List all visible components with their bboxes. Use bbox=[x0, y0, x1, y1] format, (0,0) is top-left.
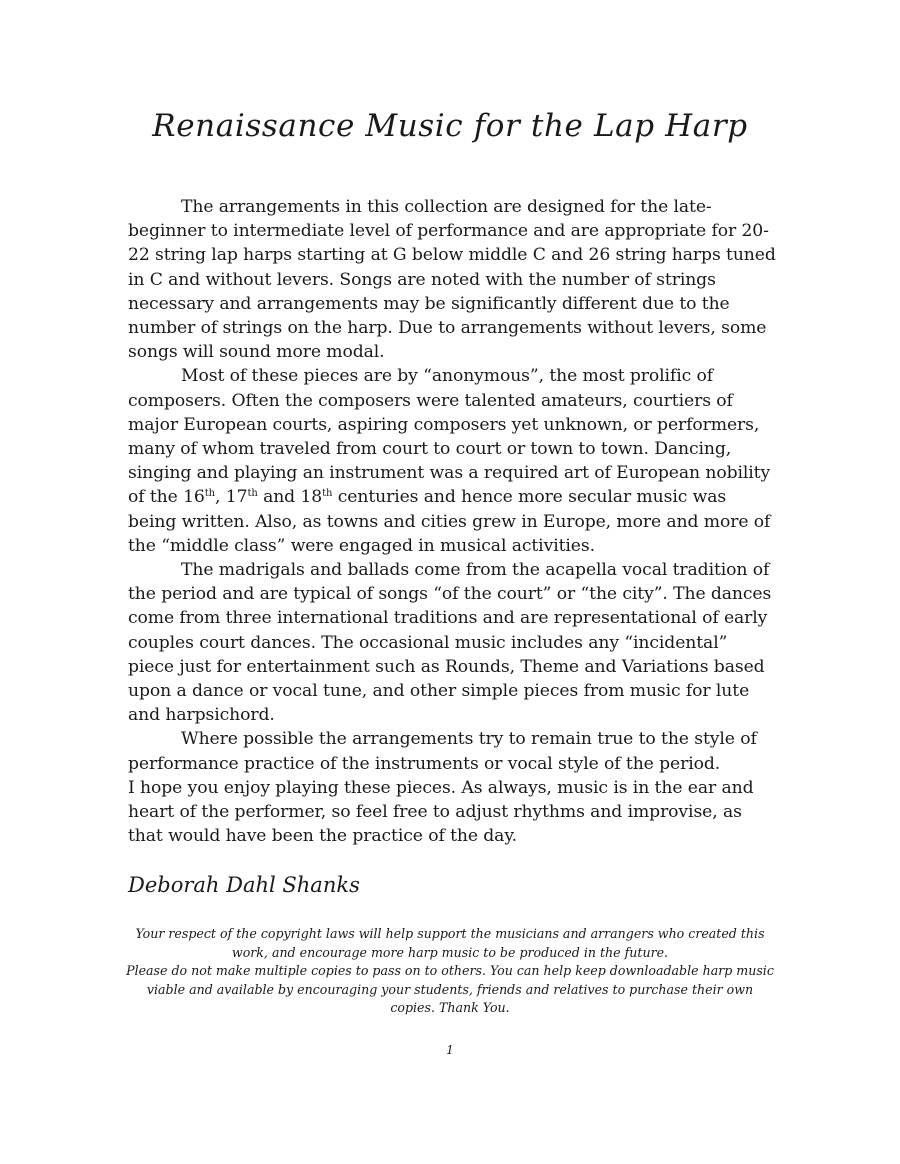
ordinal-suffix: th bbox=[322, 488, 333, 500]
page-title: Renaissance Music for the Lap Harp bbox=[152, 108, 748, 144]
paragraph-composers-part2: , 17 bbox=[215, 487, 248, 508]
paragraph-composers-part3: and 18 bbox=[257, 487, 323, 508]
paragraph-madrigals: The madrigals and ballads come from the acapella vocal tradition of the period and are typical of songs “of the court” or “the city”. The dances come from three international traditions and are representational of early couples court dances. The occasional music includes any “incidental” piece just for entertainment such as Rounds, Theme and Variations based upon a dance or vocal tune, and other simple pieces from music for lute and harpsichord. bbox=[128, 560, 772, 726]
copyright-notice bbox=[0, 925, 900, 1018]
paragraph-intro: The arrangements in this collection are designed for the late-beginner to intermediate level of performance and are appropriate for 20-22 string lap harps starting at G below middle C and 26 string harps tuned in C and without levers. Songs are noted with the number of strings necessary and arrangements may be significantly different due to the number of strings on the harp. Due to arrangements without levers, some songs will sound more modal. bbox=[128, 197, 776, 363]
paragraph-composers bbox=[128, 364, 778, 558]
paragraph-closing: I hope you enjoy playing these pieces. As always, music is in the ear and heart of the performer, so feel free to adjust rhythms and improvise, as that would have been the practice of the day. bbox=[128, 777, 754, 847]
ordinal-suffix: th bbox=[204, 488, 216, 500]
page-number: 1 bbox=[446, 1043, 454, 1057]
document-page bbox=[128, 0, 778, 1164]
author-signature: Deborah Dahl Shanks bbox=[128, 873, 360, 897]
paragraph-composers-part4: centuries and hence more secular music was being written. Also, as towns and cities grew in Europe, more and more of the “middle class” were engaged in musical activities. bbox=[128, 487, 771, 556]
copyright-notice-line: Please do not make multiple copies to pass on to others. You can help keep downloadable harp music viable and available by encouraging your students, friends and relatives to purchase their own copies. Thank You. bbox=[126, 963, 774, 1015]
body-text bbox=[128, 195, 778, 848]
paragraph-composers-part1: Most of these pieces are by “anonymous”, the most prolific of composers. Often the composers were talented amateurs, courtiers of major European courts, aspiring composers yet unknown, or performers, many of whom traveled from court to court or town to town. Dancing, singing and playing an instrument was a required art of European nobility of the 16 bbox=[128, 366, 771, 508]
paragraph-style: Where possible the arrangements try to remain true to the style of performance practice of the instruments or vocal style of the period. bbox=[128, 729, 757, 774]
ordinal-suffix: th bbox=[247, 488, 258, 500]
copyright-notice-line: Your respect of the copyright laws will help support the musicians and arrangers who created this work, and encourage more harp music to be produced in the future. bbox=[135, 926, 765, 960]
